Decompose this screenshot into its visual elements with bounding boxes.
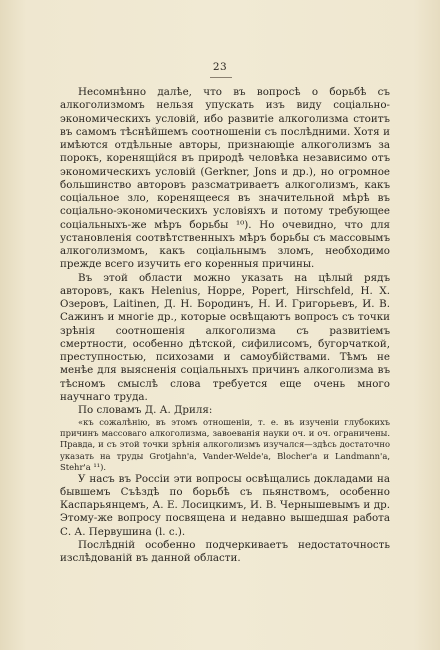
text-block <box>60 86 390 565</box>
paragraph-dril-quote: «къ сожалѣнію, въ этомъ отношеніи, т. е. въ изученіи глубокихъ причинъ массоваго алкоголизма, завоеванія науки оч. и оч. ограничены. Правда, и съ этой точки зрѣнія алкоголизмъ изучался—здѣсь достаточно указать на труды Grotjahn'а, Vander-Welde'а, Blocher'а и Landmann'а, Stehr'а ¹¹). <box>60 417 390 472</box>
paragraph-alcoholism-socio-economic: Несомнѣнно далѣе, что въ вопросѣ о борьбѣ съ алкоголизмомъ нельзя упускать изъ виду соціально-экономическихъ условій, ибо развитіе алкоголизма стоитъ въ самомъ тѣснѣйшемъ соотношеніи съ послѣдними. Хотя и имѣются отдѣльные авторы, признающіе алкоголизмъ за порокъ, коренящійся въ природѣ человѣка независимо отъ экономическихъ условій (Gerkner, Jons и др.), но огромное большинство авторовъ разсматриваетъ алкоголизмъ, какъ соціальное зло, коренящееся въ значительной мѣрѣ въ соціально-экономическихъ условіяхъ и потому требующее соціальныхъ-же мѣръ борьбы ¹⁰). Но очевидно, что для установленія соотвѣтственныхъ мѣръ борьбы съ массовымъ алкоголизмомъ, какъ соціальнымъ зломъ, необходимо прежде всего изучить его коренныя причины. <box>60 86 390 271</box>
page-number: 23 <box>212 61 228 73</box>
paragraph-authors-list: Въ этой области можно указать на цѣлый рядъ авторовъ, какъ Helenius, Hoppe, Popert, Hirschfeld, Н. Х. Озеровъ, Laitinen, Д. Н. Бородинъ, Н. И. Григорьевъ, И. В. Сажинъ и многіе др., которые освѣщаютъ вопросъ съ точки зрѣнія соотношенія алкоголизма съ развитіемъ смертности, особенно дѣтской, сифилисомъ, бугорчаткой, преступностью, психозами и самоубійствами. Тѣмъ не менѣе для выясненія соціальныхъ причинъ алкоголизма въ тѣсномъ смыслѣ слова требуется еще очень много научнаго труда. <box>60 271 390 403</box>
page-number-rule <box>210 77 232 78</box>
paragraph-dril-intro: По словамъ Д. А. Дриля: <box>78 404 213 416</box>
paragraph-research-insufficiency: Послѣдній особенно подчеркиваетъ недостаточность изслѣдованій въ данной области. <box>60 538 390 565</box>
paragraph-russia-congress: У насъ въ Россіи эти вопросы освѣщались докладами на бывшемъ Съѣздѣ по борьбѣ съ пьянствомъ, особенно Каспарьянцемъ, А. Е. Лосицкимъ, И. В. Чернышевымъ и др. Этому-же вопросу посвящена и недавно вышедшая работа С. А. Первушина (l. c.). <box>60 472 390 538</box>
